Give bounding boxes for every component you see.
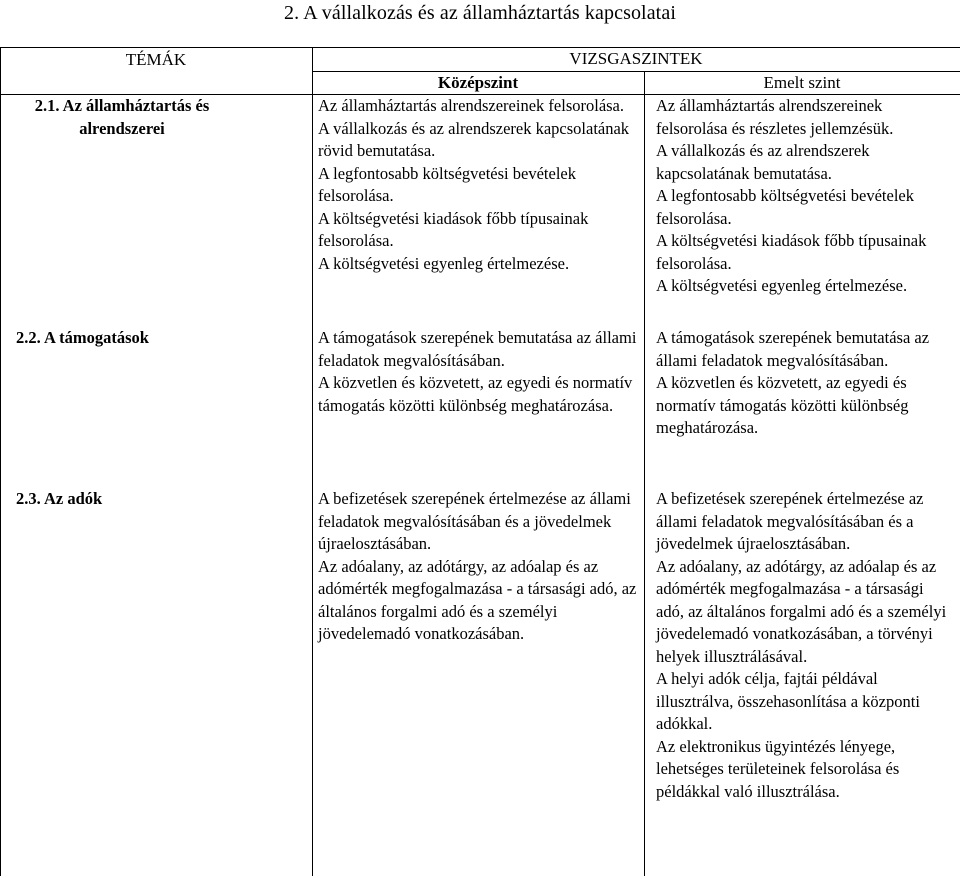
row1-mid-item: A vállalkozás és az alrendszerek kapcsolatának rövid bemutatása.: [318, 118, 630, 160]
row3-adv-item: A befizetések szerepének értelmezése az állami feladatok megvalósításában és a jövedelmek újraelosztásában.: [656, 489, 924, 553]
header-topics: TÉMÁK: [125, 50, 187, 69]
topic-2-1: 2.1. Az államháztartás és alrendszerei: [34, 96, 210, 138]
row3-mid-item: A befizetések szerepének értelmezése az állami feladatok megvalósításában és a jövedelmek újraelosztásában.: [318, 489, 631, 553]
row1-mid-item: Az államháztartás alrendszereinek felsorolása.: [318, 96, 625, 115]
level-column-divider: [644, 71, 645, 876]
row1-mid-level-cell: [318, 95, 638, 275]
row1-adv-item: A vállalkozás és az alrendszerek kapcsolatának bemutatása.: [656, 141, 870, 183]
row3-adv-item: A helyi adók célja, fajtái példával illusztrálva, összehasonlítása a központi adókkal.: [656, 669, 920, 733]
row1-adv-item: A költségvetési egyenleg értelmezése.: [656, 276, 908, 295]
subheader-separator: [312, 71, 960, 72]
row2-mid-item: A közvetlen és közvetett, az egyedi és normatív támogatás közötti különbség meghatározása.: [318, 373, 633, 415]
row1-adv-item: Az államháztartás alrendszereinek felsorolása és részletes jellemzésük.: [656, 96, 894, 138]
row3-adv-level-cell: [656, 488, 952, 803]
table-left-border: [0, 47, 1, 876]
row1-mid-item: A költségvetési egyenleg értelmezése.: [318, 253, 570, 273]
topic-2-2: 2.2. A támogatások: [16, 328, 149, 347]
row1-mid-item: A legfontosabb költségvetési bevételek felsorolása.: [318, 163, 576, 205]
page-title: 2. A vállalkozás és az államháztartás kapcsolatai: [284, 2, 676, 24]
row1-mid-item: A költségvetési kiadások főbb típusainak felsorolása.: [318, 208, 589, 250]
row3-mid-level-cell: [318, 488, 638, 646]
row1-adv-item: A legfontosabb költségvetési bevételek felsorolása.: [656, 186, 914, 228]
row3-mid-item: Az adóalany, az adótárgy, az adóalap és az adómérték megfogalmazása - a társasági adó, az általános forgalmi adó és a személyi jövedelemadó vonatkozásában.: [318, 556, 637, 643]
row2-mid-item: A támogatások szerepének bemutatása az állami feladatok megvalósításában.: [318, 328, 637, 370]
row2-adv-level-cell: [656, 327, 952, 440]
topic-column-divider: [312, 47, 313, 876]
row3-adv-item: Az adóalany, az adótárgy, az adóalap és az adómérték megfogalmazása - a társasági adó, az általános forgalmi adó és a személyi jövedelemadó vonatkozásában, a törvényi helyek illusztrálásával.: [656, 556, 947, 666]
header-mid-level: Középszint: [437, 73, 519, 92]
row3-adv-item: Az elektronikus ügyintézés lényege, lehetséges területeinek felsorolása és példákkal való illusztrálása.: [656, 736, 900, 801]
row2-mid-level-cell: [318, 327, 638, 417]
row1-adv-item: A költségvetési kiadások főbb típusainak felsorolása.: [656, 231, 927, 273]
topic-2-3: 2.3. Az adók: [16, 489, 103, 508]
row2-adv-item: A közvetlen és közvetett, az egyedi és normatív támogatás közötti különbség meghatározása.: [656, 373, 909, 437]
row1-adv-level-cell: [656, 95, 952, 298]
row2-adv-item: A támogatások szerepének bemutatása az állami feladatok megvalósításában.: [656, 328, 930, 370]
header-advanced-level: Emelt szint: [763, 73, 841, 92]
header-exam-levels: VIZSGASZINTEK: [569, 49, 703, 68]
table-top-border: [0, 47, 960, 48]
